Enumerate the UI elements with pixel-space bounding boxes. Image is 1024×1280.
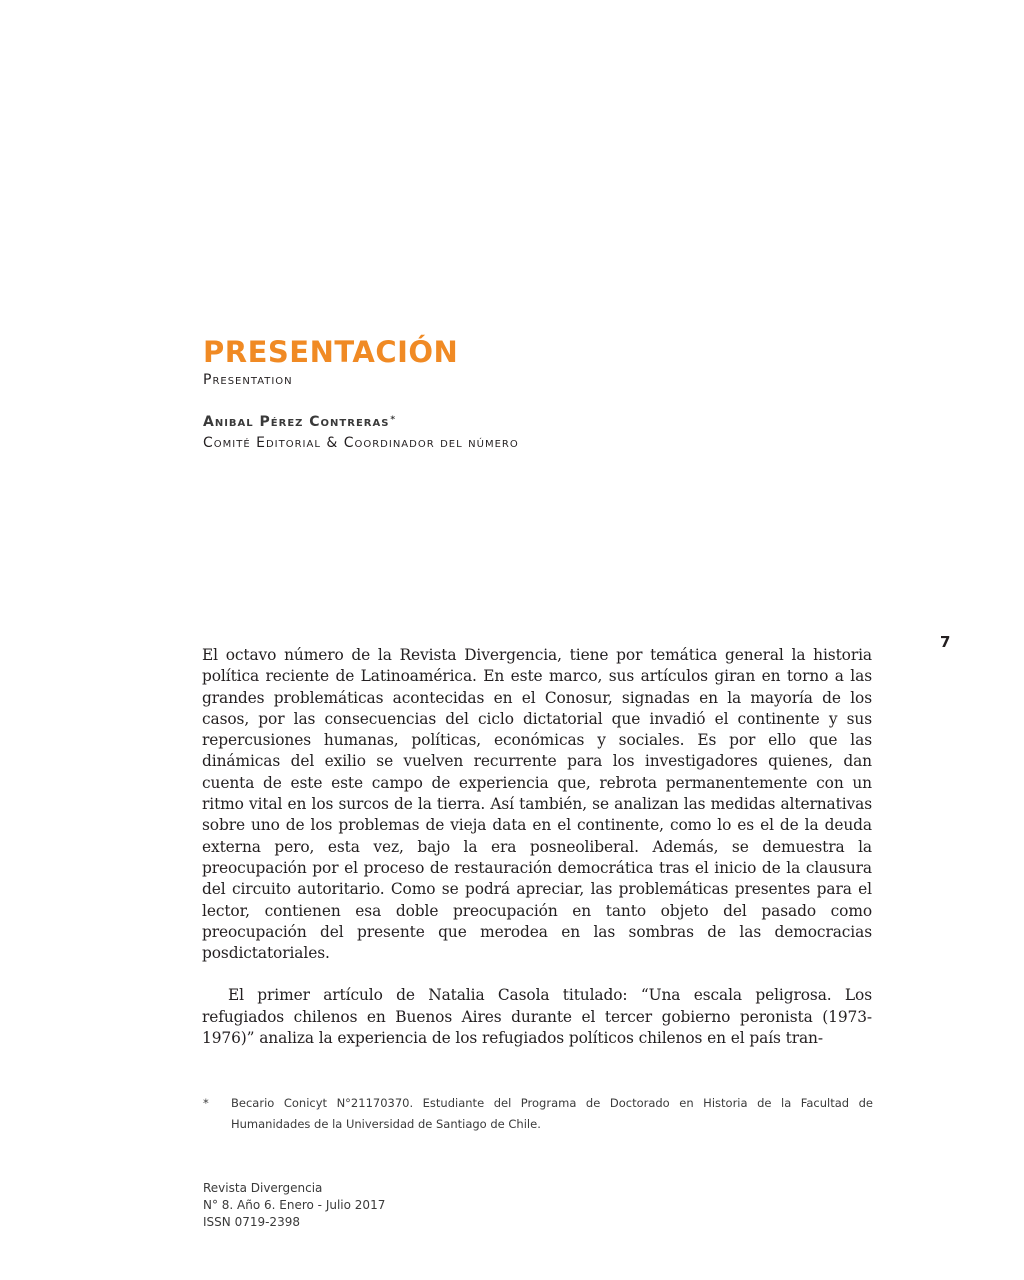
- page-number: 7: [940, 633, 951, 651]
- body-text: [202, 645, 872, 1070]
- footnote: [203, 1093, 873, 1135]
- footnote-mark: *: [203, 1096, 209, 1110]
- journal-name: Revista Divergencia: [203, 1181, 323, 1195]
- author-name-text: Anibal Pérez Contreras: [203, 414, 390, 430]
- page-title: PRESENTACIÓN: [203, 335, 459, 369]
- author-role: Comité Editorial & Coordinador del número: [203, 435, 519, 451]
- journal-issue: N° 8. Año 6. Enero - Julio 2017: [203, 1198, 386, 1212]
- body-paragraph-2: El primer artículo de Natalia Casola titulado: “Una escala peligrosa. Los refugiados chilenos en Buenos Aires durante el tercer gobierno peronista (1973-1976)” analiza la experiencia de los refugiados políticos chilenos en el país tran-: [202, 986, 872, 1048]
- page-subtitle: Presentation: [203, 372, 293, 388]
- footnote-text: Becario Conicyt N°21170370. Estudiante del Programa de Doctorado en Historia de la Facultad de Humanidades de la Universidad de Santiago de Chile.: [231, 1096, 873, 1131]
- author-name: [203, 412, 396, 432]
- body-paragraph-1: El octavo número de la Revista Divergencia, tiene por temática general la historia política reciente de Latinoamérica. En este marco, sus artículos giran en torno a las grandes problemáticas acontecidas en el Conosur, signadas en la mayoría de los casos, por las consecuencias del ciclo dictatorial que invadió el continente y sus repercusiones humanas, políticas, económicas y sociales. Es por ello que las dinámicas del exilio se vuelven recurrente para los investigadores quienes, dan cuenta de este este campo de experiencia que, rebrota permanentemente con un ritmo vital en los surcos de la tierra. Así también, se analizan las medidas alternativas sobre uno de los problemas de vieja data en el continente, como lo es el de la deuda externa pero, esta vez, bajo la era posneoliberal. Además, se demuestra la preocupación por el proceso de restauración democrática tras el inicio de la clausura del circuito autoritario. Como se podrá apreciar, las problemáticas presentes para el lector, contienen esa doble preocupación en tanto objeto del pasado como preocupación del presente que merodea en las sombras de las democracias posdictatoriales.: [202, 646, 872, 963]
- author-footnote-mark: *: [390, 415, 397, 425]
- journal-issn: ISSN 0719-2398: [203, 1215, 300, 1229]
- journal-info: [203, 1180, 385, 1231]
